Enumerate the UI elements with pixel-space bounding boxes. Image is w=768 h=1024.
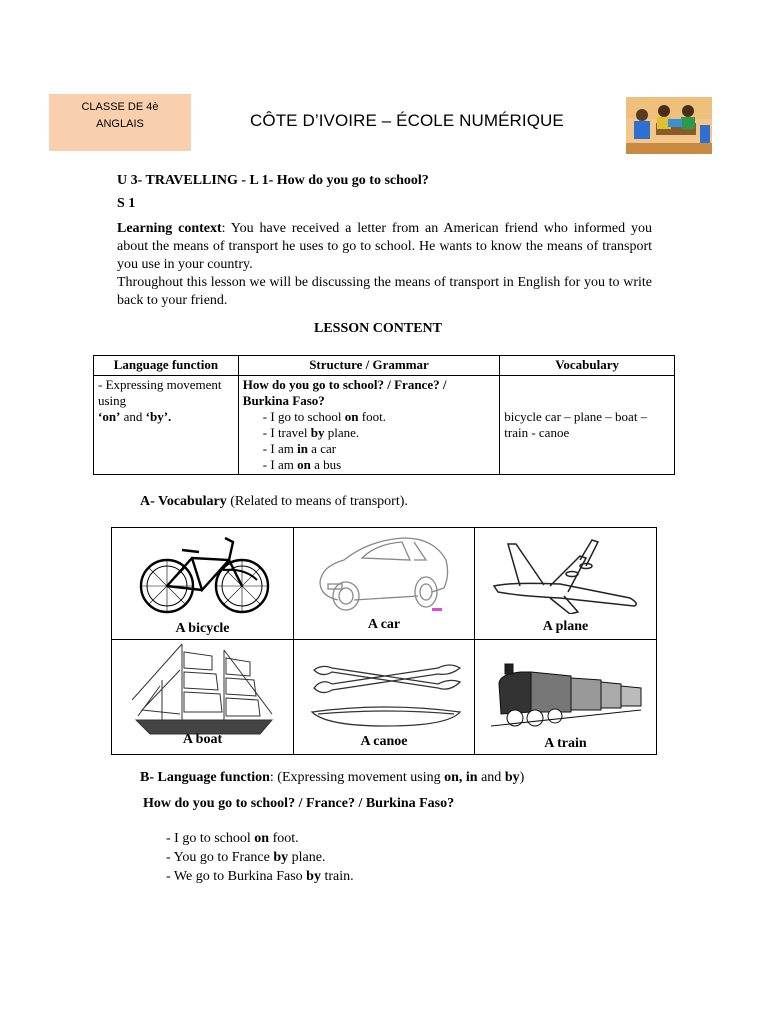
grammar-line [243,425,495,441]
subject-label: ANGLAIS [96,118,144,130]
example-post: plane. [288,850,326,865]
example-line [166,867,354,886]
class-label: CLASSE DE 4è [81,101,159,113]
example-pre: - You go to France [166,850,274,865]
grammar-line [243,409,495,425]
grammar-keyword: on [297,457,311,472]
table-header-row [94,356,675,376]
example-keyword: by [273,850,289,865]
class-badge [49,94,191,151]
section-b-label: B- Language function [140,770,270,785]
grammar-line [243,457,495,473]
vocab-label: A boat [182,732,223,747]
section-a-note: (Related to means of transport). [226,494,408,509]
section-a-label: A- Vocabulary [140,494,227,509]
vocab-label: A bicycle [175,621,230,636]
vocabulary-cell: bicycle car – plane – boat – train - canoe [500,376,675,475]
function-and: and [120,409,146,424]
example-post: foot. [269,831,299,846]
grammar-pre: - I travel [262,425,311,440]
grammar-pre: - I am [262,457,298,472]
classroom-picture-icon [626,97,712,154]
train-icon [491,654,646,734]
grammar-keyword: on [344,409,359,424]
grammar-pre: - I go to school [262,409,345,424]
grammar-post: a bus [310,457,342,472]
structure-cell [238,376,499,475]
vocab-label: A plane [542,619,589,634]
section-b-mid: and [477,770,505,785]
vocabulary-grid [111,527,657,755]
vocab-cell-canoe [293,639,475,755]
lesson-table [93,355,675,475]
example-keyword: on [254,831,270,846]
example-pre: - We go to Burkina Faso [166,869,307,884]
vocab-cell-car [293,527,475,640]
grammar-line [243,441,495,457]
section-b-heading [140,770,524,786]
learning-context [117,220,652,310]
vocab-label: A train [544,736,587,751]
session-label: S 1 [117,196,136,211]
header-language-function: Language function [94,356,239,376]
grammar-post: plane. [324,425,360,440]
context-text-2: Throughout this lesson we will be discussing the means of transport in English for you to write back to your friend. [117,275,652,308]
grammar-keyword: by [310,425,325,440]
section-b-kw2: by [504,770,520,785]
table-row [94,376,675,475]
plane-icon [490,536,645,614]
vocab-cell-train [474,639,657,755]
header-vocabulary: Vocabulary [500,356,675,376]
vocab-cell-bicycle [111,527,294,640]
vocab-label: A canoe [360,734,408,749]
header-structure-grammar: Structure / Grammar [238,356,499,376]
grammar-question: How do you go to school? / France? / Burkina Faso? [242,377,447,408]
example-line [166,848,354,867]
section-b-kw1: on, in [444,770,478,785]
section-b-note-pre: : (Expressing movement using [269,770,445,785]
lesson-content-title: LESSON CONTENT [314,321,442,336]
example-post: train. [320,869,354,884]
function-on: ‘on’ [98,409,121,424]
example-list [166,829,354,886]
section-b-note-post: ) [519,770,525,785]
section-a-heading [140,494,408,510]
grammar-post: foot. [358,409,386,424]
bicycle-icon [137,530,272,618]
function-by: ‘by’. [145,409,172,424]
section-b-question: How do you go to school? / France? / Burkina Faso? [143,796,455,811]
vocab-cell-boat [111,639,294,755]
grammar-post: a car [307,441,337,456]
unit-title: U 3- TRAVELLING - L 1- How do you go to school? [117,173,429,188]
vocab-cell-plane [474,527,657,640]
vocab-label: A car [367,617,401,632]
page-title: CÔTE D’IVOIRE – ÉCOLE NUMÉRIQUE [250,111,564,130]
context-text: : You have received a letter from an American friend who informed you about the means of transport he uses to go to school. He wants to know the means of transport you use in your country. [117,221,653,272]
grammar-pre: - I am [262,441,298,456]
boat-icon [132,640,277,738]
function-text: - Expressing movement using [98,377,222,408]
example-keyword: by [306,869,321,884]
example-line [166,829,354,848]
example-pre: - I go to school [166,831,255,846]
grammar-examples [243,409,495,473]
canoe-icon [308,662,463,734]
context-label: Learning context [117,221,222,236]
car-icon [314,530,454,618]
language-function-cell [94,376,239,475]
grammar-keyword: in [297,441,308,456]
